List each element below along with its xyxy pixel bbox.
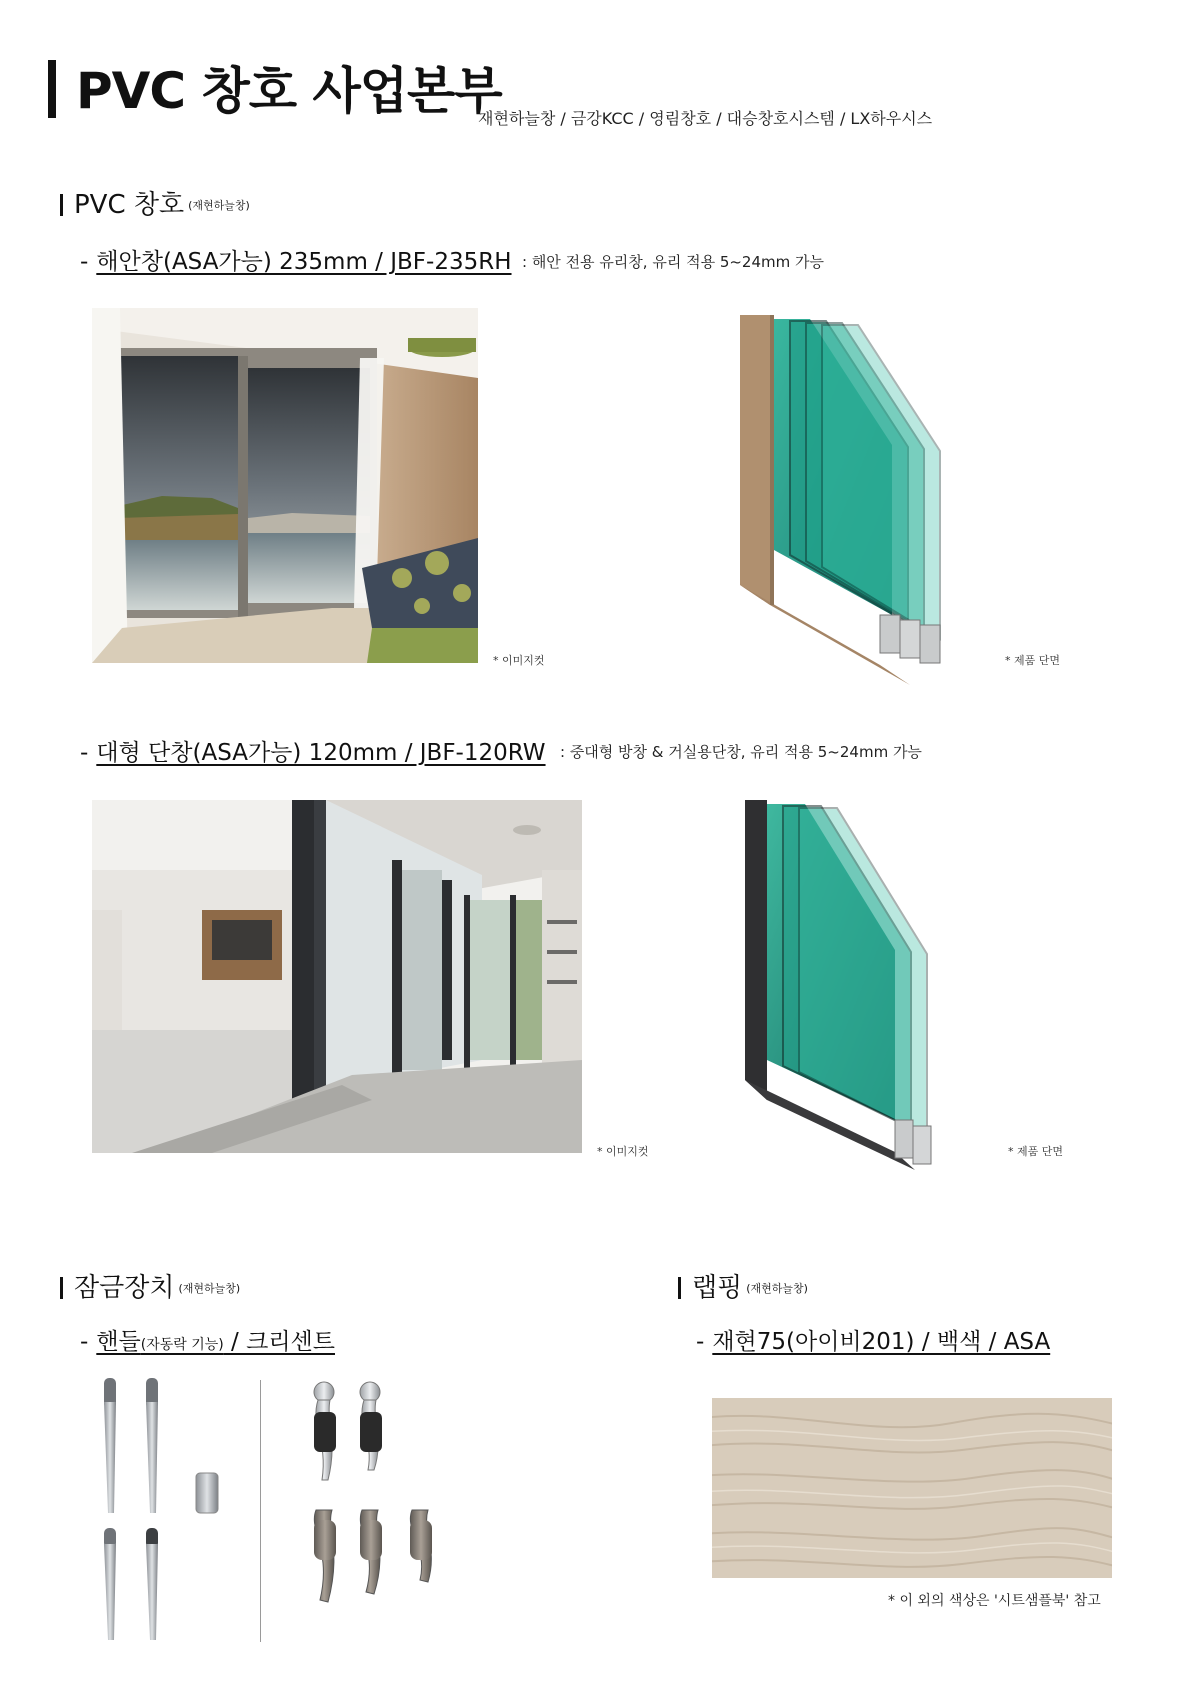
wrap-dash: - — [696, 1329, 705, 1355]
product-2-section-cut — [745, 800, 975, 1170]
product-2-heading — [80, 734, 546, 767]
section-title-text: 잠금장치 — [74, 1273, 175, 1303]
lock-item-text — [96, 1329, 335, 1355]
section-accent-bar — [60, 1277, 63, 1299]
section-brand: (재현하늘창) — [188, 199, 250, 212]
wrap-item-heading — [696, 1323, 1050, 1356]
handles-image — [100, 1378, 230, 1648]
lock-divider — [260, 1380, 261, 1642]
lock-item-heading — [80, 1323, 335, 1356]
product-1-name: 해안창(ASA가능) 235mm / JBF-235RH — [96, 249, 512, 275]
coastal-bedroom-photo — [92, 308, 478, 663]
section-title-text: PVC 창호 — [74, 190, 185, 220]
product-2-name: 대형 단창(ASA가능) 120mm / JBF-120RW — [96, 740, 546, 766]
crescent-lock-set-image — [310, 1380, 470, 1630]
wood-grain-swatch-image — [712, 1398, 1112, 1578]
page-subtitle: 재현하늘창 / 금강KCC / 영림창호 / 대승창호시스템 / LX하우시스 — [478, 109, 933, 128]
section-brand: (재현하늘창) — [746, 1282, 808, 1295]
section-accent-bar — [678, 1277, 681, 1299]
wood-swatch — [712, 1398, 1112, 1578]
window-cross-section-image — [740, 315, 980, 685]
product-1-section-caption: * 제품 단면 — [1005, 654, 1060, 667]
large-window-interior-photo — [92, 800, 582, 1153]
crescent-locks-image — [310, 1380, 470, 1630]
section-accent-bar — [60, 194, 63, 216]
lock-handle-label: 핸들 — [96, 1329, 141, 1355]
wrap-item-text: 재현75(아이비201) / 백색 / ASA — [712, 1329, 1051, 1355]
section-brand: (재현하늘창) — [178, 1282, 241, 1295]
page-title: PVC 창호 사업본부 — [76, 62, 502, 120]
product-2-image-caption: * 이미지컷 — [597, 1145, 649, 1158]
title-accent-bar — [48, 60, 56, 118]
product-1-heading — [80, 243, 512, 276]
product-2-desc: : 중대형 방창 & 거실용단창, 유리 적용 5~24mm 가능 — [560, 743, 922, 761]
section-title-lock — [74, 1275, 240, 1301]
product-1-dash: - — [80, 249, 89, 275]
product-1-image-caption: * 이미지컷 — [493, 654, 545, 667]
product-2-image-cut — [92, 800, 582, 1153]
lock-handle-note: (자동락 기능) — [140, 1337, 224, 1353]
lock-rest-label: / 크리센트 — [223, 1329, 335, 1355]
wrap-note: * 이 외의 색상은 '시트샘플북' 참고 — [888, 1593, 1101, 1609]
product-1-desc: : 해안 전용 유리창, 유리 적용 5~24mm 가능 — [522, 253, 824, 271]
lock-dash: - — [80, 1329, 89, 1355]
product-2-dash: - — [80, 740, 89, 766]
window-cross-section-dark-image — [745, 800, 975, 1170]
section-title-text: 랩핑 — [692, 1273, 743, 1303]
product-1-image-cut — [92, 308, 478, 663]
handle-set-image — [100, 1378, 230, 1648]
product-2-section-caption: * 제품 단면 — [1008, 1145, 1063, 1158]
section-title-wrap — [692, 1275, 808, 1301]
section-title-pvc — [74, 192, 250, 218]
product-1-section-cut — [740, 315, 980, 685]
